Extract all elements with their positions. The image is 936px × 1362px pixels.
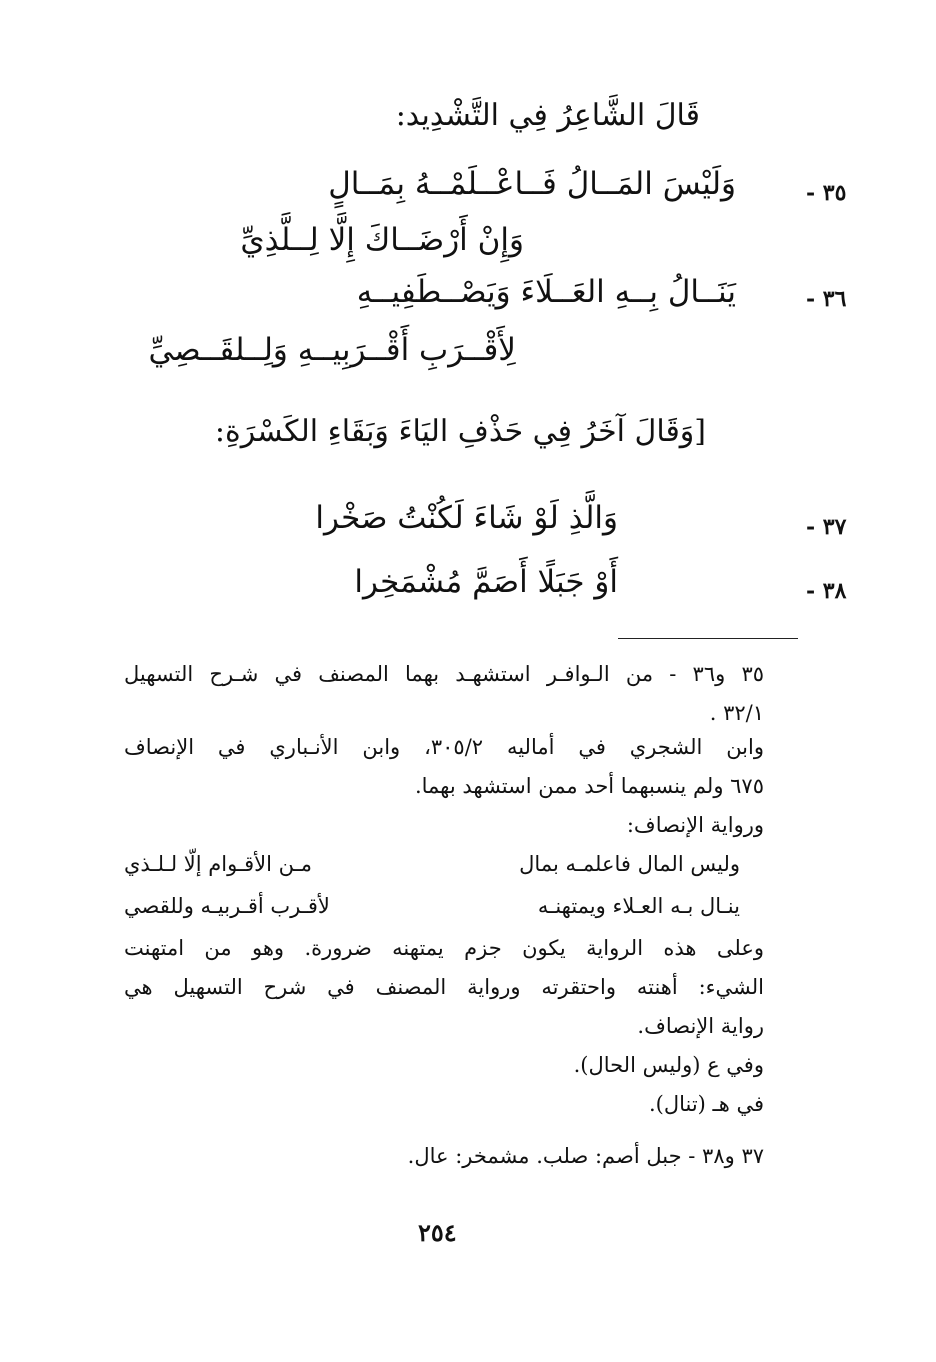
footnote-line: في هـ (تنال). (648, 1092, 764, 1116)
page-number: ٢٥٤ (418, 1218, 457, 1247)
footnote-line: ٣٧ و٣٨ - جبل أصم: صلب. مشمخر: عال. (407, 1144, 764, 1168)
verse-number: ٣٧ - (806, 514, 847, 540)
footnote-line: ٣٥ و٣٦ - من الـوافـر استشهـد بهما المصنف في شـرح التسهيل (124, 662, 764, 686)
verse-number: ٣٦ - (806, 286, 847, 312)
verse-first-hemistich: وَلَيْسَ المَــالُ فَــاعْــلَمْــهُ بِمَــالٍ (328, 166, 736, 202)
quoted-hemistich: لأقـرب أقـربيـه وللقصي (124, 894, 330, 918)
footnote-line: وفي ع (وليس الحال). (573, 1053, 764, 1077)
quoted-hemistich: مـن الأقـوام إلّا لـلـذي (124, 852, 313, 876)
verse-second-hemistich: وَإِنْ أَرْضَــاكَ إِلَّا لِــلَّذِيِّ (240, 222, 524, 258)
quoted-verse (124, 887, 764, 929)
heading-tashdid: قَالَ الشَّاعِرُ فِي التَّشْدِيد: (395, 98, 700, 133)
footnote-line: ٦٧٥ ولم ينسبهما أحد ممن استشهد بهما. (414, 774, 764, 798)
quoted-verse (124, 845, 764, 887)
heading-hadhf: [وَقَالَ آخَرُ فِي حَذْفِ اليَاءَ وَبَقَاءِ الكَسْرَةِ: (214, 414, 706, 449)
footnote-line: رواية الإنصاف. (637, 1014, 764, 1038)
quoted-hemistich: ينـال بـه العـلاء ويمتهنـه (537, 894, 740, 918)
quoted-hemistich: وليس المال فاعلمـه بمال (519, 852, 740, 876)
verse-second-hemistich: لِأَقْــرَبِ أَقْــرَبِيــهِ وَلِــلقَــصِيِّ (148, 332, 516, 368)
footnote-line: ٣٢/١ . (709, 701, 764, 725)
verse-line: وَالَّذِ لَوْ شَاءَ لَكُنْتُ صَخْرا (315, 500, 618, 536)
verse-first-hemistich: يَنَــالُ بِــهِ العَــلَاءَ وَيَصْــطَفِيــهِ (356, 274, 736, 310)
footnotes (124, 655, 764, 1176)
verse-number: ٣٥ - (806, 180, 847, 206)
footnote-line: وابن الشجري في أماليه ٣٠٥/٢، وابن الأنـباري في الإنصاف (124, 735, 764, 759)
footnote-line: الشيء: أهنته واحتقرته ورواية المصنف في شرح التسهيل هي (124, 975, 764, 999)
footnote-divider (618, 638, 798, 639)
footnote-line: وعلى هذه الرواية يكون جزم يمتهنه ضرورة. وهو من امتهنت (124, 936, 764, 960)
verse-number: ٣٨ - (806, 578, 847, 604)
verse-line: أَوْ جَبَلًا أَصَمَّ مُشْمَخِرا (354, 564, 618, 600)
footnote-line: ورواية الإنصاف: (626, 813, 764, 837)
